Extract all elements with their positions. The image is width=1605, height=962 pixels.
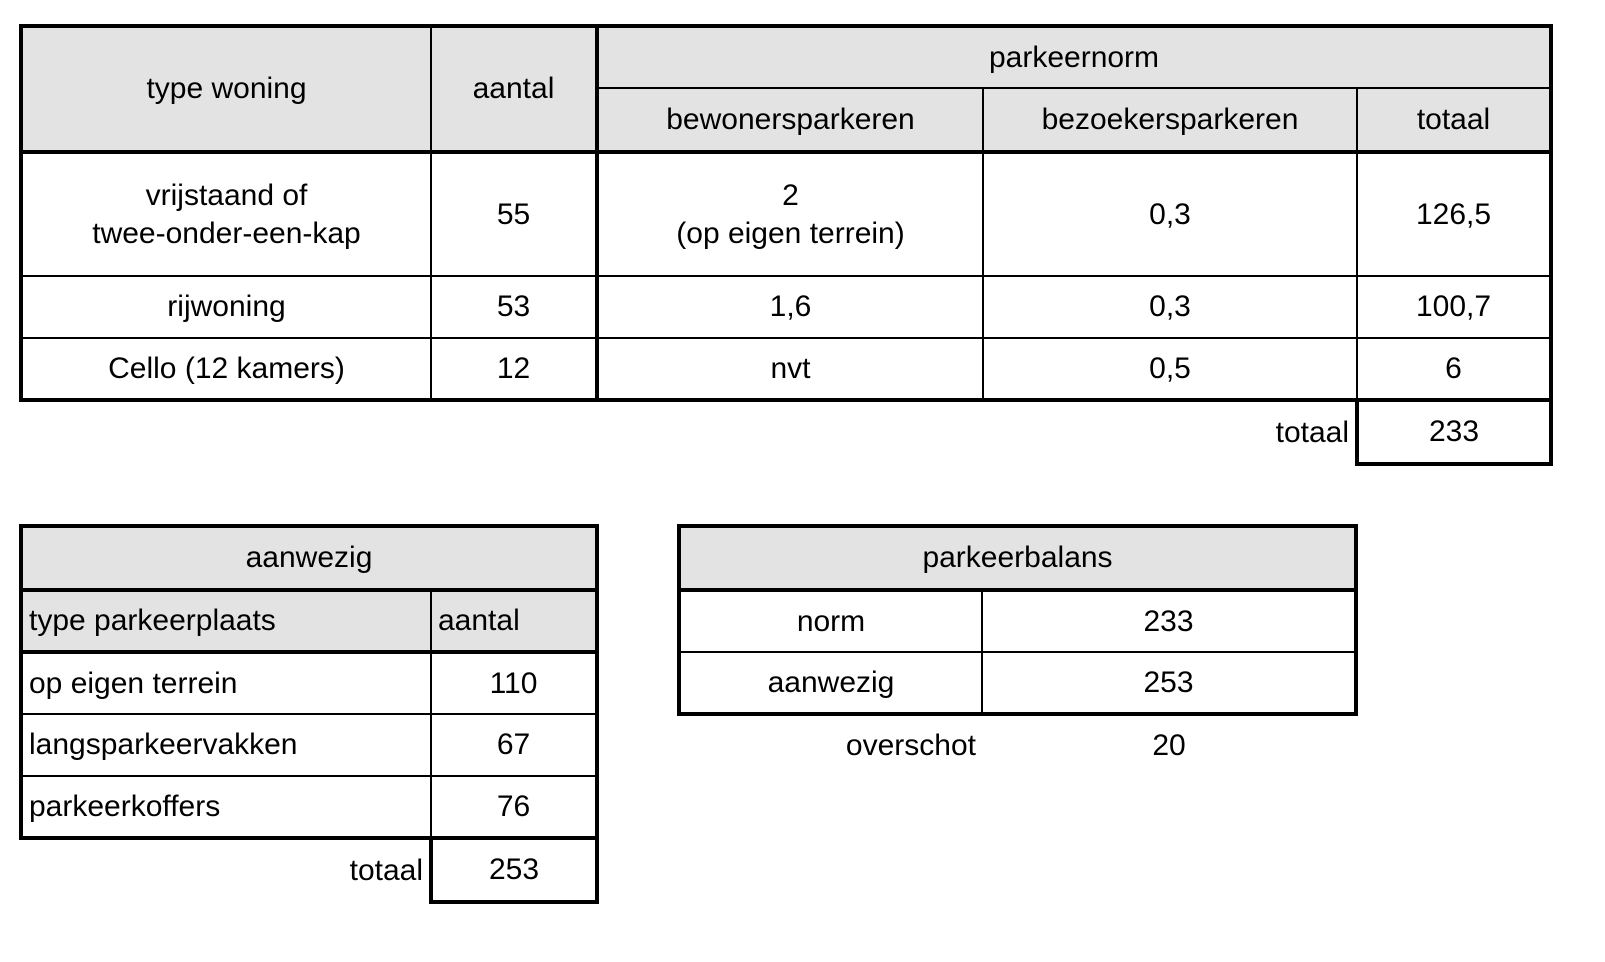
overschot-value: 20 bbox=[1152, 729, 1186, 763]
total-label: totaal bbox=[349, 854, 423, 888]
table-row bbox=[21, 776, 597, 838]
cell-text-line: vrijstaand of bbox=[145, 179, 308, 212]
cell-label: norm bbox=[679, 590, 982, 652]
header-totaal: totaal bbox=[1357, 88, 1551, 152]
cell-bezoekersparkeren: 0,5 bbox=[983, 338, 1357, 400]
cell-aantal: 55 bbox=[431, 152, 597, 276]
cell-type: parkeerkoffers bbox=[21, 776, 431, 838]
cell-bezoekersparkeren: 0,3 bbox=[983, 152, 1357, 276]
cell-aantal: 67 bbox=[431, 714, 597, 776]
cell-totaal: 100,7 bbox=[1357, 276, 1551, 338]
table-row bbox=[21, 652, 597, 714]
header-bezoekersparkeren: bezoekersparkeren bbox=[983, 88, 1357, 152]
cell-aantal: 76 bbox=[431, 776, 597, 838]
spacer-cell bbox=[21, 400, 431, 464]
total-value: 253 bbox=[431, 838, 597, 902]
cell-text-line: (op eigen terrein) bbox=[676, 216, 905, 250]
parkeerbalans-title: parkeerbalans bbox=[679, 526, 1356, 590]
header-type-woning: type woning bbox=[21, 26, 431, 152]
table-row bbox=[679, 652, 1356, 714]
aanwezig-title: aanwezig bbox=[21, 526, 597, 590]
cell-totaal: 6 bbox=[1357, 338, 1551, 400]
cell-type: langsparkeervakken bbox=[21, 714, 431, 776]
cell-aantal: 110 bbox=[431, 652, 597, 714]
cell-label: aanwezig bbox=[679, 652, 982, 714]
header-bewonersparkeren: bewonersparkeren bbox=[597, 88, 983, 152]
aanwezig-table bbox=[19, 524, 599, 904]
cell-aantal: 12 bbox=[431, 338, 597, 400]
cell-type: op eigen terrein bbox=[21, 652, 431, 714]
spacer-cell bbox=[431, 400, 597, 464]
header-aantal: aantal bbox=[431, 590, 597, 652]
header-type-parkeerplaats: type parkeerplaats bbox=[21, 590, 431, 652]
parkeerbalans-table bbox=[677, 524, 1358, 776]
cell-bewonersparkeren: 1,6 bbox=[597, 276, 983, 338]
parking-norm-table bbox=[19, 24, 1553, 466]
total-label: totaal bbox=[1275, 416, 1349, 450]
cell-type-woning: Cello (12 kamers) bbox=[21, 338, 431, 400]
header-parkeernorm: parkeernorm bbox=[597, 26, 1551, 88]
table-row bbox=[21, 152, 1551, 276]
cell-value: 233 bbox=[982, 590, 1356, 652]
cell-text-line: 2 bbox=[782, 179, 799, 212]
table-row bbox=[21, 338, 1551, 400]
table-row bbox=[21, 714, 597, 776]
cell-bewonersparkeren bbox=[597, 152, 983, 276]
spacer-cell bbox=[597, 400, 983, 464]
cell-type-woning: rijwoning bbox=[21, 276, 431, 338]
table-row bbox=[679, 590, 1356, 652]
cell-text-line: twee-onder-een-kap bbox=[92, 216, 361, 250]
table-row bbox=[21, 276, 1551, 338]
cell-value: 253 bbox=[982, 652, 1356, 714]
cell-aantal: 53 bbox=[431, 276, 597, 338]
cell-type-woning bbox=[21, 152, 431, 276]
cell-bezoekersparkeren: 0,3 bbox=[983, 276, 1357, 338]
cell-bewonersparkeren: nvt bbox=[597, 338, 983, 400]
total-value: 233 bbox=[1357, 400, 1551, 464]
cell-totaal: 126,5 bbox=[1357, 152, 1551, 276]
header-aantal: aantal bbox=[431, 26, 597, 152]
overschot-label: overschot bbox=[845, 729, 976, 763]
